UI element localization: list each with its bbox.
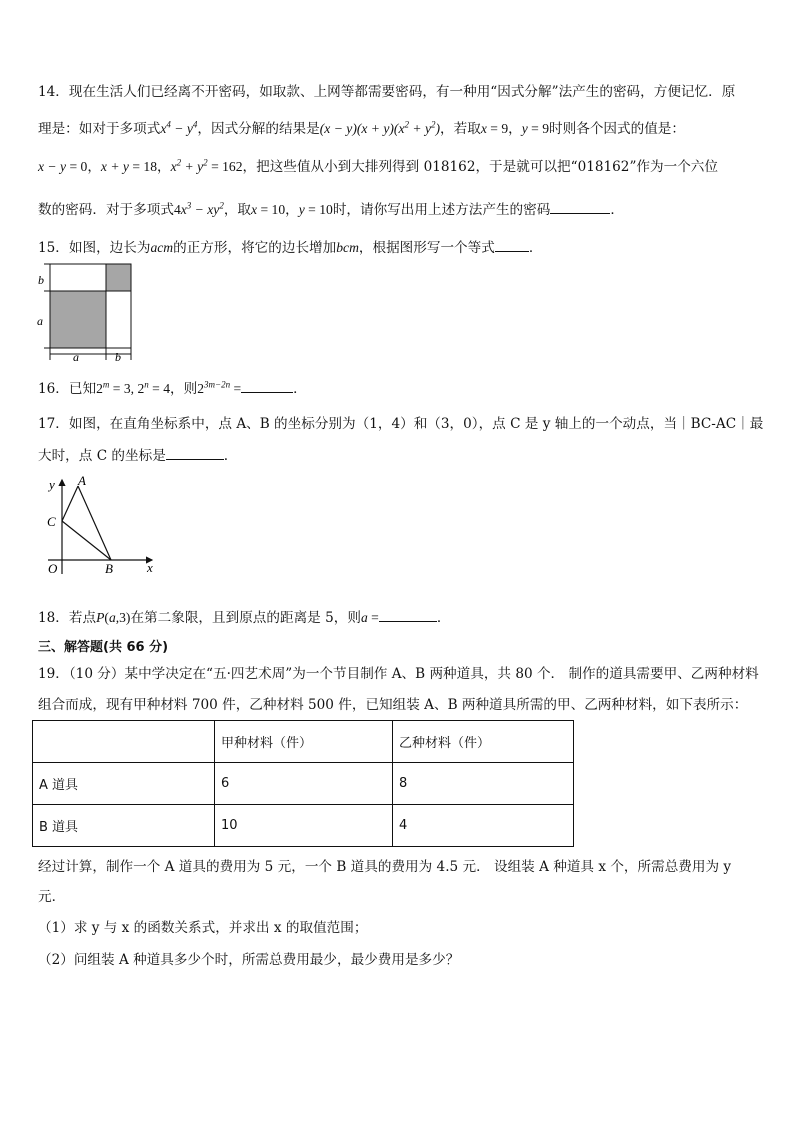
q14-line-4: 数的密码．对于多项式$4x^3 - xy^2$，取x = 10，y = 10时，请你写出用上述方法产生的密码 ． [38, 200, 624, 218]
math-x4-y4: $x^4 - y^4$ [160, 119, 198, 136]
q19-line-4: 元． [38, 889, 66, 905]
q16-line: 16．已知$2^m = 3$, $2^n = 4$，则$2^{3m-2n}$ = ． [38, 379, 307, 397]
segment-cb [62, 521, 111, 560]
q15-line: 15．如图，边长为acm的正方形，将它的边长增加bcm，根据图形写一个等式 ． [38, 240, 543, 256]
q14-line-3: x − y = 0，x + y = 18，$x^2 + y^2 = 162$，把这些值从小到大排列得到 018162，于是就可以把“018162”作为一个六位 [38, 157, 718, 175]
axis-label-x: x [147, 560, 153, 575]
square-a-shaded [50, 291, 106, 348]
square-b-shaded [106, 264, 131, 291]
answer-blank-q17[interactable] [166, 447, 224, 460]
answer-blank-q15[interactable] [495, 239, 529, 252]
point-b-label: B [105, 561, 113, 576]
q19-part-2: （2）问组装 A 种道具多少个时，所需总费用最少，最少费用是多少？ [38, 952, 460, 968]
square-figure [30, 262, 140, 366]
point-c-label: C [47, 514, 56, 529]
label-a-bottom: a [73, 350, 79, 364]
answer-blank-q16[interactable] [241, 380, 293, 393]
coordinate-figure [40, 474, 170, 584]
table-header-cell [33, 721, 215, 763]
label-a-left: a [37, 314, 43, 328]
q18-line: 18．若点P(a,3)在第二象限，且到原点的距离是 5，则a = ． [38, 610, 451, 626]
answer-blank-q18[interactable] [379, 609, 437, 622]
label-b-left: b [38, 273, 44, 287]
q19-line-3: 经过计算，制作一个 A 道具的费用为 5 元，一个 B 道具的费用为 4.5 元． 设组装 A 种道具 x 个，所需总费用为 y [38, 859, 732, 875]
math-factored: $(x - y)(x + y)(x^2 + y^2)$ [319, 119, 441, 136]
label-b-bottom: b [115, 350, 121, 364]
table-header-row [33, 721, 574, 763]
q14-line-2: 理是：如对于多项式$x^4 - y^4$，因式分解的结果是$(x - y)(x + y)(x^2 + y^2)$，若取x = 9，y = 9时则各个因式的值是： [38, 119, 685, 137]
section-3-heading: 三、解答题(共 66 分) [38, 640, 169, 655]
origin-label: O [48, 561, 58, 576]
axis-label-y: y [49, 477, 55, 492]
table-cell: 10 [215, 805, 393, 847]
table-header-cell: 甲种材料（件） [215, 721, 393, 763]
q14-line-1: 14．现在生活人们已经离不开密码，如取款、上网等都需要密码，有一种用“因式分解”法产生的密码，方便记忆．原 [38, 84, 736, 100]
segment-ab [78, 486, 111, 560]
q19-line-2: 组合而成，现有甲种材料 700 件，乙种材料 500 件，已知组装 A、B 两种道具所需的甲、乙两种材料，如下表所示： [38, 697, 748, 713]
table-row [33, 763, 574, 805]
table-cell: 6 [215, 763, 393, 805]
q17-line-2: 大时，点 C 的坐标是 . [38, 448, 229, 464]
answer-blank-q14[interactable] [550, 201, 610, 214]
materials-table [32, 720, 574, 847]
segment-ca [62, 486, 78, 521]
table-cell: 4 [393, 805, 574, 847]
table-cell: 8 [393, 763, 574, 805]
point-a-label: A [78, 474, 86, 488]
table-cell: B 道具 [33, 805, 215, 847]
q17-line-1: 17．如图，在直角坐标系中，点 A、B 的坐标分别为（1，4）和（3，0），点 C 是 y 轴上的一个动点，当｜BC-AC｜最 [38, 416, 764, 432]
q19-line-1: 19．（10 分）某中学决定在“五·四艺术周”为一个节目制作 A、B 两种道具，共 80 个． 制作的道具需要甲、乙两种材料 [38, 666, 759, 682]
table-header-cell: 乙种材料（件） [393, 721, 574, 763]
q19-part-1: （1）求 y 与 x 的函数关系式，并求出 x 的取值范围； [38, 920, 368, 936]
table-cell: A 道具 [33, 763, 215, 805]
table-row [33, 805, 574, 847]
